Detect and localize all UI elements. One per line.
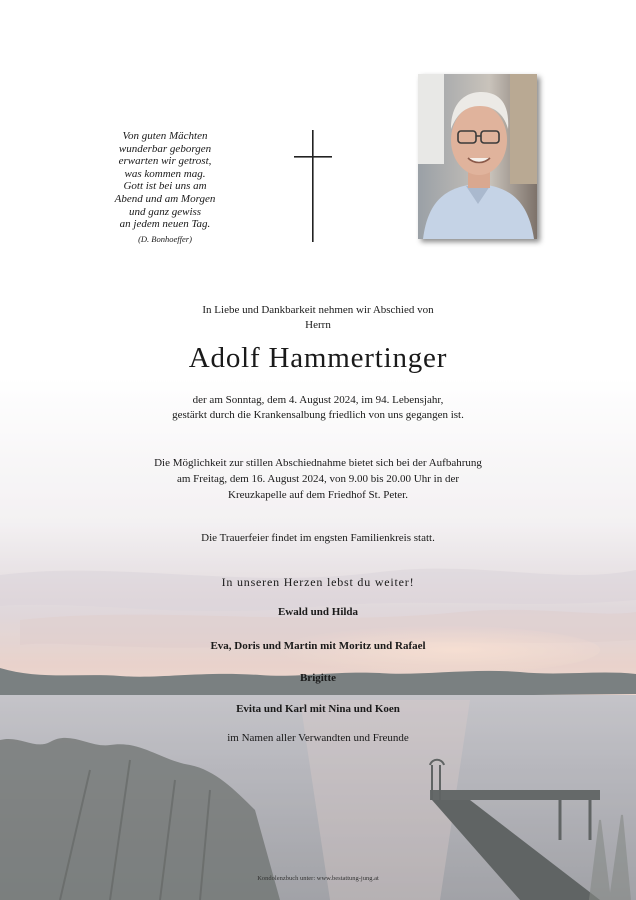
- mourner-line: Ewald und Hilda: [277, 606, 359, 618]
- poem-line: was kommen mag.: [124, 167, 206, 180]
- viewing-line: Kreuzkapelle auf dem Friedhof St. Peter.: [228, 489, 408, 501]
- poem-attribution: (D. Bonhoeffer): [138, 233, 192, 244]
- intro-line: In Liebe und Dankbarkeit nehmen wir Abschied von: [202, 304, 434, 316]
- viewing-line: am Freitag, dem 16. August 2024, von 9.00 bis 20.00 Uhr in der: [176, 473, 459, 485]
- mourner-line: Evita und Karl mit Nina und Koen: [236, 703, 400, 715]
- poem-line: erwarten wir getrost,: [118, 155, 212, 168]
- intro-text: [0, 303, 636, 333]
- poem-line: und ganz gewiss: [128, 205, 202, 218]
- mourner-line: Brigitte: [299, 672, 337, 684]
- closing-line: im Namen aller Verwandten und Freunde: [227, 732, 409, 744]
- condolence-book-link[interactable]: Kondolenzbuch unter: www.bestattung-jung.at: [257, 875, 379, 882]
- remembrance-line: In unseren Herzen lebst du weiter!: [221, 575, 415, 589]
- poem-line: Gott ist bei uns am: [123, 180, 207, 193]
- funeral-note: Die Trauerfeier findet im engsten Familienkreis statt.: [201, 532, 435, 544]
- poem-line: Abend und am Morgen: [114, 192, 216, 205]
- poem-line: wunderbar geborgen: [118, 142, 212, 155]
- viewing-line: Die Möglichkeit zur stillen Abschiednahme bietet sich bei der Aufbahrung: [154, 457, 482, 469]
- intro-line: Herrn: [305, 319, 331, 331]
- poem-line: Von guten Mächten: [122, 130, 208, 142]
- poem-line: an jedem neuen Tag.: [119, 218, 211, 231]
- death-notice: [0, 393, 636, 423]
- viewing-info: [0, 455, 636, 503]
- death-notice-line: gestärkt durch die Krankensalbung friedlich von uns gegangen ist.: [172, 409, 464, 421]
- deceased-name: Adolf Hammertinger: [188, 342, 448, 374]
- death-notice-line: der am Sonntag, dem 4. August 2024, im 94. Lebensjahr,: [192, 394, 444, 406]
- portrait-photo: [418, 74, 537, 239]
- poem: [95, 130, 235, 245]
- mourner-line: Eva, Doris und Martin mit Moritz und Rafael: [210, 640, 426, 652]
- cross-icon: [292, 130, 334, 242]
